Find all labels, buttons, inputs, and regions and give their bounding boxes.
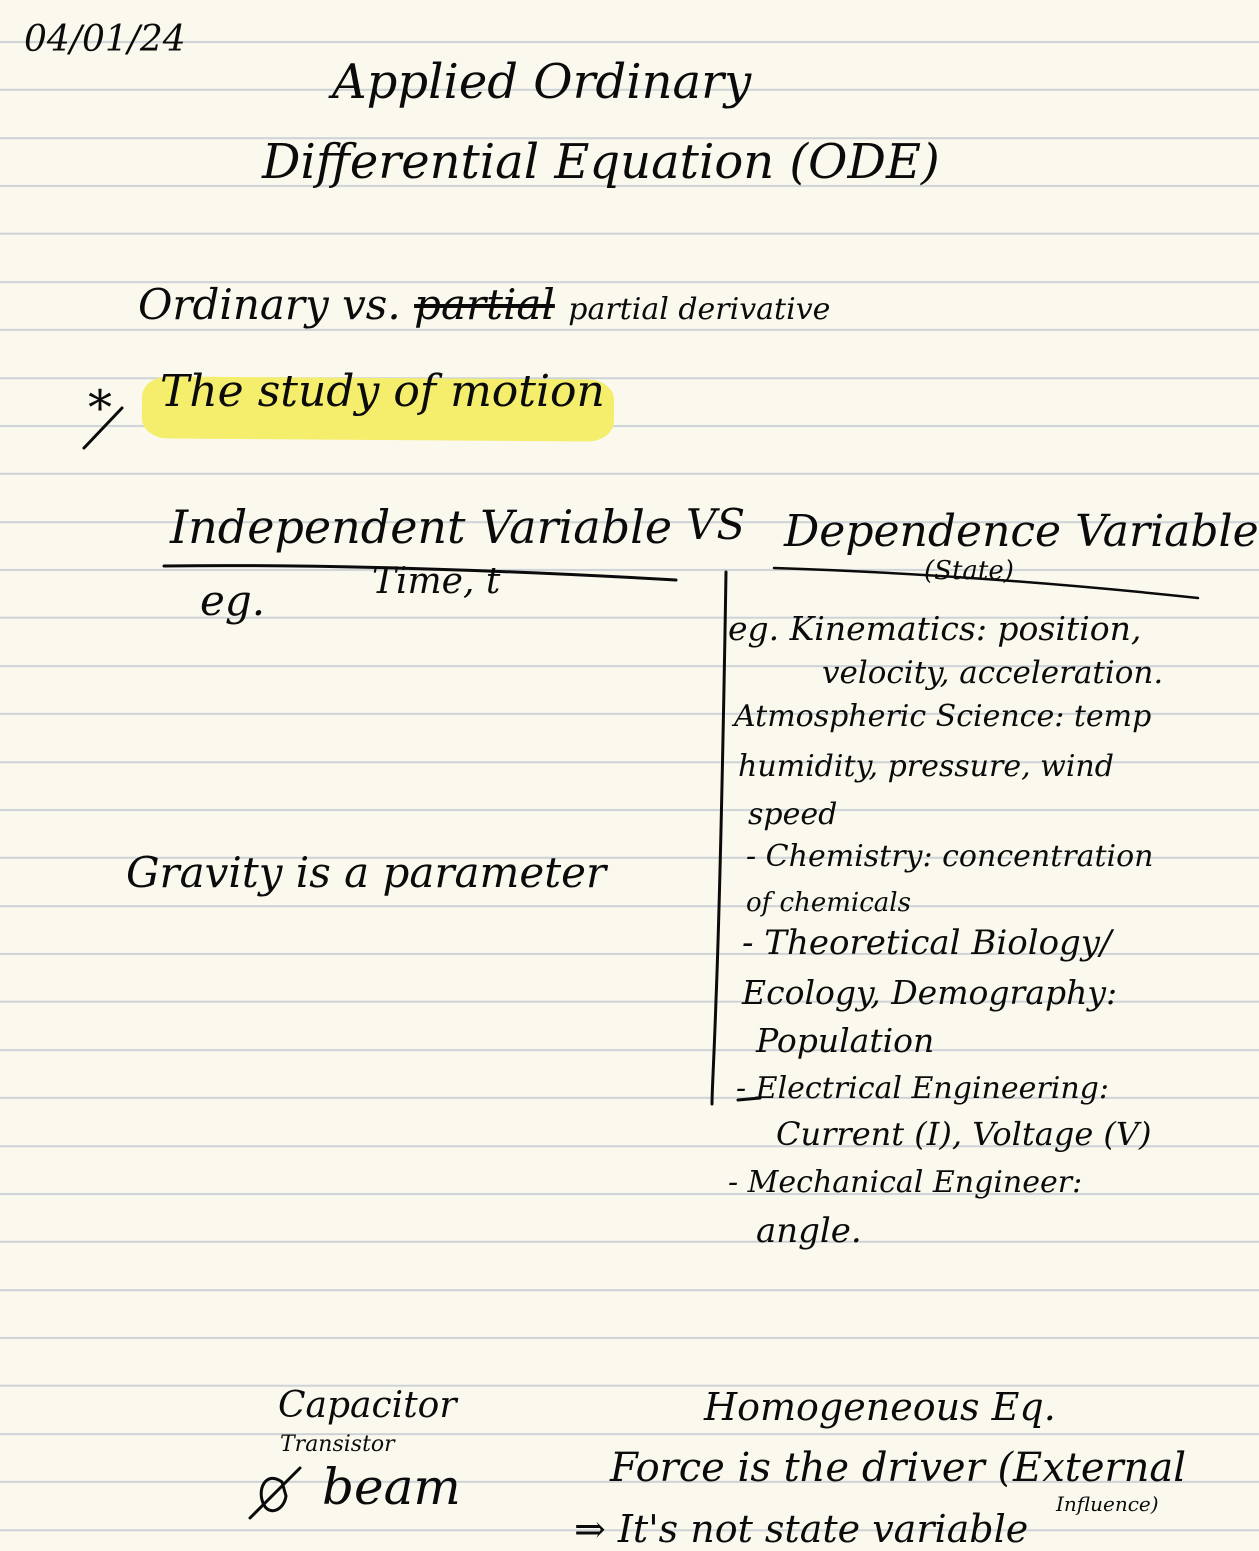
independent-example-prefix: eg. [200, 576, 266, 625]
list-item: Population [756, 1021, 935, 1060]
note-date: 04/01/24 [24, 19, 186, 60]
dependent-heading-underline [774, 568, 1198, 598]
bullet-slash [84, 408, 122, 448]
list-item: eg. Kinematics: position, [728, 609, 1142, 648]
list-item: - Mechanical Engineer: [728, 1165, 1083, 1200]
list-item: - Theoretical Biology/ [742, 923, 1112, 963]
transistor-label: Transistor [280, 1432, 395, 1457]
list-item: Atmospheric Science: temp [734, 699, 1152, 734]
bullet-star: * [88, 380, 112, 436]
list-item: - Electrical Engineering: [736, 1071, 1109, 1106]
partial-derivative-text: partial derivative [568, 292, 831, 327]
list-item: Ecology, Demography: [742, 973, 1118, 1012]
list-item: velocity, acceleration. [822, 655, 1164, 691]
influence-label: Influence) [1056, 1492, 1159, 1516]
beam-label: beam [322, 1458, 461, 1516]
capacitor-label: Capacitor [278, 1385, 457, 1426]
highlighted-note: The study of motion [160, 366, 605, 417]
state-label: (State) [924, 556, 1014, 586]
force-driver-line: Force is the driver (External [610, 1445, 1187, 1491]
list-item: angle. [756, 1211, 862, 1251]
tick-mark [738, 1098, 760, 1100]
list-item: Current (I), Voltage (V) [776, 1115, 1152, 1153]
list-item: - Chemistry: concentration [746, 839, 1154, 874]
list-item: of chemicals [746, 888, 911, 918]
gravity-note: Gravity is a parameter [126, 848, 607, 897]
vs-label: VS [686, 500, 746, 549]
struck-word: partial [414, 280, 555, 329]
list-item: humidity, pressure, wind [738, 749, 1114, 784]
ordinary-vs-lead: Ordinary vs. [138, 280, 401, 329]
not-state-variable-line: ⇒ It's not state variable [574, 1507, 1029, 1551]
title-underline [164, 566, 676, 580]
homogeneous-heading: Homogeneous Eq. [704, 1385, 1056, 1429]
dependent-variable-heading: Dependence Variable [784, 506, 1259, 557]
title-line-1: Applied Ordinary [332, 54, 752, 110]
divider-line [712, 572, 726, 1104]
independent-example-value: Time, t [372, 561, 501, 602]
title-line-2: Differential Equation (ODE) [262, 134, 940, 190]
list-item: speed [748, 797, 838, 832]
independent-variable-heading: Independent Variable [170, 500, 673, 554]
